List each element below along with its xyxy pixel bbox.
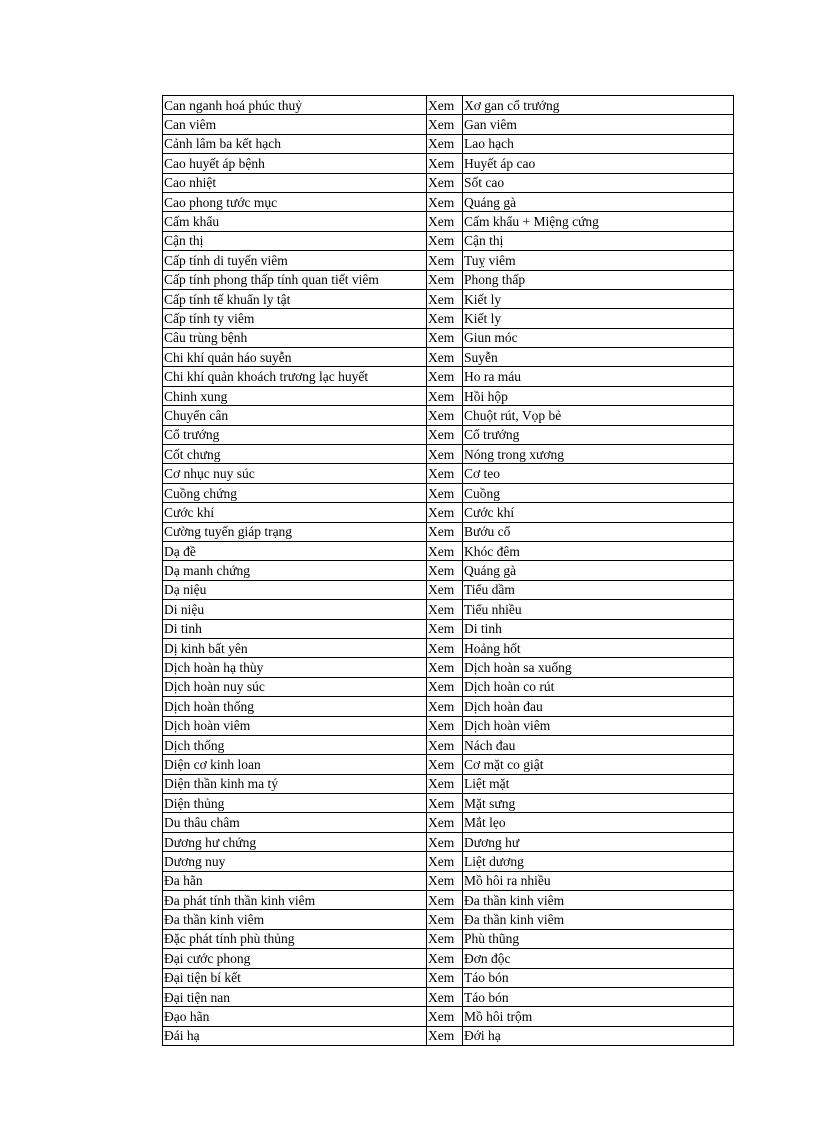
target-cell: Mồ hôi ra nhiều <box>463 871 734 890</box>
table-row <box>163 96 734 115</box>
term-cell: Đặc phát tính phù thủng <box>163 929 427 948</box>
target-cell: Mặt sưng <box>463 794 734 813</box>
table-row <box>163 1026 734 1045</box>
see-cell: Xem <box>427 367 463 386</box>
term-cell: Di niệu <box>163 600 427 619</box>
target-cell: Sốt cao <box>463 173 734 192</box>
term-cell: Cấp tính tế khuẩn ly tật <box>163 289 427 308</box>
term-cell: Đa phát tính thần kinh viêm <box>163 891 427 910</box>
table-row <box>163 832 734 851</box>
table-row <box>163 600 734 619</box>
target-cell: Liệt mặt <box>463 774 734 793</box>
term-cell: Chuyển cân <box>163 406 427 425</box>
term-cell: Cơ nhục nuy súc <box>163 464 427 483</box>
table-row <box>163 425 734 444</box>
table-row <box>163 949 734 968</box>
target-cell: Cận thị <box>463 231 734 250</box>
target-cell: Lao hạch <box>463 134 734 153</box>
target-cell: Táo bón <box>463 968 734 987</box>
table-row <box>163 794 734 813</box>
table-row <box>163 406 734 425</box>
see-cell: Xem <box>427 522 463 541</box>
term-cell: Đại cước phong <box>163 949 427 968</box>
term-cell: Du thâu châm <box>163 813 427 832</box>
see-cell: Xem <box>427 600 463 619</box>
table-row <box>163 813 734 832</box>
table-row <box>163 483 734 502</box>
term-cell: Cổ trướng <box>163 425 427 444</box>
table-row <box>163 192 734 211</box>
table-row <box>163 386 734 405</box>
table-row <box>163 348 734 367</box>
see-cell: Xem <box>427 891 463 910</box>
term-cell: Cấp tính ty viêm <box>163 309 427 328</box>
target-cell: Cấm khẩu + Miệng cứng <box>463 212 734 231</box>
term-cell: Dạ manh chứng <box>163 561 427 580</box>
term-cell: Cấm khẩu <box>163 212 427 231</box>
table-row <box>163 658 734 677</box>
see-cell: Xem <box>427 541 463 560</box>
see-cell: Xem <box>427 270 463 289</box>
see-cell: Xem <box>427 716 463 735</box>
target-cell: Cuồng <box>463 483 734 502</box>
see-cell: Xem <box>427 425 463 444</box>
term-cell: Cường tuyến giáp trạng <box>163 522 427 541</box>
see-cell: Xem <box>427 406 463 425</box>
see-cell: Xem <box>427 192 463 211</box>
term-cell: Cấp tính phong thấp tính quan tiết viêm <box>163 270 427 289</box>
table-row <box>163 968 734 987</box>
table-row <box>163 561 734 580</box>
term-cell: Đa hãn <box>163 871 427 890</box>
table-row <box>163 619 734 638</box>
target-cell: Đa thần kinh viêm <box>463 891 734 910</box>
see-cell: Xem <box>427 503 463 522</box>
see-cell: Xem <box>427 910 463 929</box>
see-cell: Xem <box>427 386 463 405</box>
see-cell: Xem <box>427 328 463 347</box>
term-cell: Can viêm <box>163 115 427 134</box>
see-cell: Xem <box>427 231 463 250</box>
table-row <box>163 309 734 328</box>
term-cell: Đạo hãn <box>163 1007 427 1026</box>
table-row <box>163 987 734 1006</box>
see-cell: Xem <box>427 619 463 638</box>
term-cell: Dị kinh bất yên <box>163 638 427 657</box>
term-cell: Cước khí <box>163 503 427 522</box>
term-cell: Dịch hoàn hạ thùy <box>163 658 427 677</box>
table-row <box>163 522 734 541</box>
term-cell: Dương nuy <box>163 852 427 871</box>
table-row <box>163 134 734 153</box>
term-cell: Diện thủng <box>163 794 427 813</box>
target-cell: Dịch hoàn đau <box>463 697 734 716</box>
table-row <box>163 231 734 250</box>
table-row <box>163 580 734 599</box>
target-cell: Di tinh <box>463 619 734 638</box>
see-cell: Xem <box>427 755 463 774</box>
target-cell: Phù thũng <box>463 929 734 948</box>
target-cell: Kiết ly <box>463 289 734 308</box>
table-row <box>163 541 734 560</box>
target-cell: Cơ teo <box>463 464 734 483</box>
target-cell: Giun móc <box>463 328 734 347</box>
term-cell: Dương hư chứng <box>163 832 427 851</box>
target-cell: Tuỵ viêm <box>463 251 734 270</box>
target-cell: Kiết ly <box>463 309 734 328</box>
table-row <box>163 1007 734 1026</box>
see-cell: Xem <box>427 677 463 696</box>
target-cell: Dịch hoàn co rút <box>463 677 734 696</box>
target-cell: Hồi hộp <box>463 386 734 405</box>
target-cell: Đới hạ <box>463 1026 734 1045</box>
table-row <box>163 774 734 793</box>
see-cell: Xem <box>427 697 463 716</box>
target-cell: Dịch hoàn viêm <box>463 716 734 735</box>
table-row <box>163 212 734 231</box>
term-cell: Dịch thống <box>163 735 427 754</box>
table-body <box>163 96 734 1046</box>
term-cell: Đại tiện bí kết <box>163 968 427 987</box>
see-cell: Xem <box>427 483 463 502</box>
target-cell: Đa thần kinh viêm <box>463 910 734 929</box>
table-row <box>163 173 734 192</box>
see-cell: Xem <box>427 813 463 832</box>
table-row <box>163 270 734 289</box>
target-cell: Quáng gà <box>463 561 734 580</box>
table-row <box>163 464 734 483</box>
see-cell: Xem <box>427 96 463 115</box>
see-cell: Xem <box>427 580 463 599</box>
term-cell: Cảnh lâm ba kết hạch <box>163 134 427 153</box>
table-row <box>163 638 734 657</box>
target-cell: Tiểu dầm <box>463 580 734 599</box>
see-cell: Xem <box>427 949 463 968</box>
target-cell: Gan viêm <box>463 115 734 134</box>
see-cell: Xem <box>427 929 463 948</box>
see-cell: Xem <box>427 871 463 890</box>
table-row <box>163 367 734 386</box>
term-cell: Cận thị <box>163 231 427 250</box>
target-cell: Đơn độc <box>463 949 734 968</box>
table-row <box>163 910 734 929</box>
table-row <box>163 697 734 716</box>
table-row <box>163 328 734 347</box>
target-cell: Suyễn <box>463 348 734 367</box>
see-cell: Xem <box>427 154 463 173</box>
see-cell: Xem <box>427 115 463 134</box>
term-cell: Chi khí quản háo suyễn <box>163 348 427 367</box>
target-cell: Mồ hôi trộm <box>463 1007 734 1026</box>
term-cell: Cấp tính di tuyến viêm <box>163 251 427 270</box>
table-row <box>163 503 734 522</box>
term-cell: Cao phong tước mục <box>163 192 427 211</box>
see-cell: Xem <box>427 987 463 1006</box>
term-cell: Cao huyết áp bệnh <box>163 154 427 173</box>
see-cell: Xem <box>427 1026 463 1045</box>
term-cell: Câu trùng bệnh <box>163 328 427 347</box>
target-cell: Nóng trong xương <box>463 445 734 464</box>
term-cell: Di tinh <box>163 619 427 638</box>
see-cell: Xem <box>427 289 463 308</box>
target-cell: Khóc đêm <box>463 541 734 560</box>
see-cell: Xem <box>427 1007 463 1026</box>
see-cell: Xem <box>427 968 463 987</box>
table-row <box>163 445 734 464</box>
see-cell: Xem <box>427 832 463 851</box>
see-cell: Xem <box>427 445 463 464</box>
target-cell: Mắt lẹo <box>463 813 734 832</box>
target-cell: Táo bón <box>463 987 734 1006</box>
term-cell: Chinh xung <box>163 386 427 405</box>
term-cell: Đa thần kinh viêm <box>163 910 427 929</box>
see-cell: Xem <box>427 735 463 754</box>
see-cell: Xem <box>427 173 463 192</box>
target-cell: Ho ra máu <box>463 367 734 386</box>
table-row <box>163 716 734 735</box>
see-cell: Xem <box>427 251 463 270</box>
table-row <box>163 289 734 308</box>
target-cell: Hoảng hốt <box>463 638 734 657</box>
table-row <box>163 929 734 948</box>
see-cell: Xem <box>427 464 463 483</box>
term-cell: Dịch hoàn nuy súc <box>163 677 427 696</box>
table-row <box>163 852 734 871</box>
see-cell: Xem <box>427 774 463 793</box>
target-cell: Liệt dương <box>463 852 734 871</box>
term-cell: Can nganh hoá phúc thuỷ <box>163 96 427 115</box>
term-cell: Dịch hoàn viêm <box>163 716 427 735</box>
see-cell: Xem <box>427 134 463 153</box>
see-cell: Xem <box>427 852 463 871</box>
table-row <box>163 891 734 910</box>
table-row <box>163 871 734 890</box>
term-cell: Diện cơ kinh loan <box>163 755 427 774</box>
term-cell: Cao nhiệt <box>163 173 427 192</box>
target-cell: Quáng gà <box>463 192 734 211</box>
target-cell: Phong thấp <box>463 270 734 289</box>
term-cell: Đái hạ <box>163 1026 427 1045</box>
term-cell: Cuồng chứng <box>163 483 427 502</box>
table-row <box>163 735 734 754</box>
target-cell: Chuột rút, Vọp bẻ <box>463 406 734 425</box>
term-cell: Diện thần kinh ma tý <box>163 774 427 793</box>
term-cell: Đại tiện nan <box>163 987 427 1006</box>
term-lookup-table <box>162 95 734 1046</box>
target-cell: Xơ gan cổ trướng <box>463 96 734 115</box>
term-cell: Dịch hoàn thống <box>163 697 427 716</box>
target-cell: Nách đau <box>463 735 734 754</box>
see-cell: Xem <box>427 309 463 328</box>
see-cell: Xem <box>427 658 463 677</box>
target-cell: Cước khí <box>463 503 734 522</box>
see-cell: Xem <box>427 212 463 231</box>
target-cell: Tiểu nhiều <box>463 600 734 619</box>
table-row <box>163 755 734 774</box>
see-cell: Xem <box>427 561 463 580</box>
term-cell: Chi khí quản khoách trương lạc huyết <box>163 367 427 386</box>
target-cell: Cơ mặt co giật <box>463 755 734 774</box>
term-cell: Cốt chưng <box>163 445 427 464</box>
term-cell: Dạ niệu <box>163 580 427 599</box>
see-cell: Xem <box>427 348 463 367</box>
target-cell: Dương hư <box>463 832 734 851</box>
target-cell: Bướu cổ <box>463 522 734 541</box>
see-cell: Xem <box>427 638 463 657</box>
see-cell: Xem <box>427 794 463 813</box>
table-row <box>163 251 734 270</box>
table-row <box>163 154 734 173</box>
term-cell: Dạ đề <box>163 541 427 560</box>
target-cell: Dịch hoàn sa xuống <box>463 658 734 677</box>
target-cell: Cổ trướng <box>463 425 734 444</box>
table-row <box>163 115 734 134</box>
target-cell: Huyết áp cao <box>463 154 734 173</box>
table-row <box>163 677 734 696</box>
